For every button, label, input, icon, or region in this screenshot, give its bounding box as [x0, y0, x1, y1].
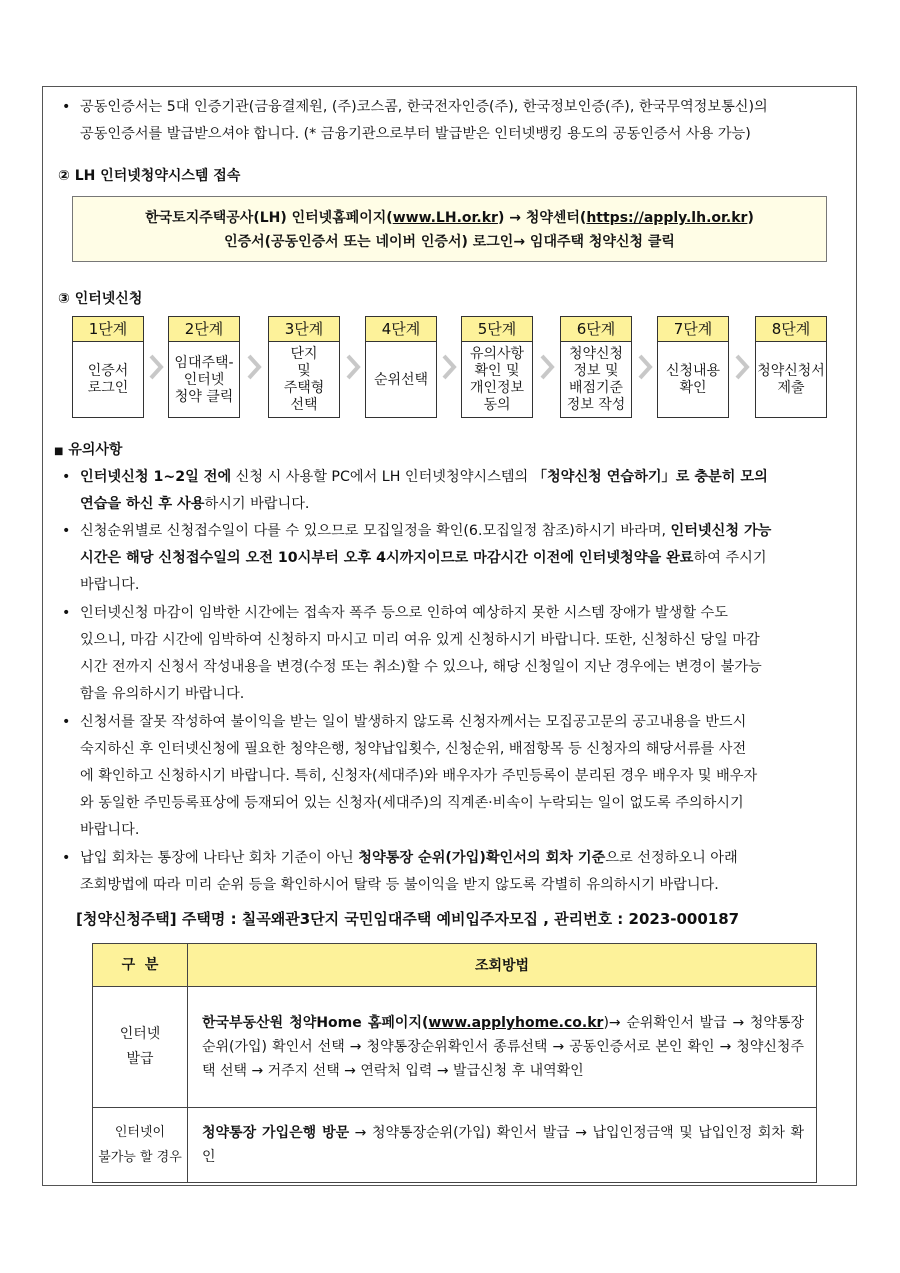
step-text-line: 제출: [777, 380, 805, 396]
col-header-method: 조회방법: [188, 944, 817, 987]
step-3: [268, 316, 340, 418]
section2-title: ② LH 인터넷청약시스템 접속: [58, 168, 241, 184]
square-marker-icon: ■: [54, 446, 64, 457]
step-1: [72, 316, 144, 418]
bullet: •: [62, 850, 71, 866]
note4-line1: 신청서를 잘못 작성하여 불이익을 받는 일이 발생하지 않도록 신청자께서는 모집공고문의 공고내용을 반드시: [80, 714, 747, 730]
step-text-line: 청약 클릭: [174, 388, 234, 405]
step-text-line: 청약신청서: [757, 363, 825, 379]
step-body: [366, 342, 436, 418]
emph: 「청약신청 연습하기」로 충분히 모의: [532, 469, 768, 485]
apply-center-link[interactable]: https://apply.lh.or.kr: [586, 210, 748, 226]
note4-line2: 숙지하신 후 인터넷신청에 필요한 청약은행, 청약납입횟수, 신청순위, 배점항목 등 신청자의 해당서류를 사전: [80, 741, 747, 757]
notes-heading: [54, 439, 122, 459]
box-line-1: [73, 206, 826, 230]
step-text-line: 로그인: [87, 380, 129, 396]
label-line: 불가능 할 경우: [98, 1150, 182, 1165]
bullet: •: [62, 469, 71, 485]
chevron-right-icon: [148, 354, 164, 380]
note3-line3: 시간 전까지 신청서 작성내용을 변경(수정 또는 취소)할 수 있으나, 해당 신청일이 지난 경우에는 변경이 불가능: [80, 659, 762, 675]
step-head: 6단계: [561, 317, 631, 342]
step-5: [461, 316, 533, 418]
text: 납입 회차는 통장에 나타난 회차 기준이 아닌: [80, 850, 359, 866]
chevron-right-icon: [441, 354, 457, 380]
text: 신청 시 사용할 PC에서 LH 인터넷청약시스템의: [231, 469, 533, 485]
step-text-line: 순위선택: [373, 371, 429, 388]
step-text-line: 신청내용: [665, 363, 721, 379]
step-7: [657, 316, 729, 418]
text: )→ 순위확인서 발급 → 청약통장 순위(가입) 확인서 선택 → 청약통장순위확인서 종류선택 → 공동인증서로 본인 확인 → 청약신청주택 선택 → 거주지 선택 → 연락처 입력 → 발급신청 후 내역확인: [202, 1015, 804, 1079]
emph: 한국부동산원 청약Home 홈페이지(: [202, 1015, 429, 1031]
text: 신청순위별로 신청접수일이 다를 수 있으므로 모집일정을 확인(6.모집일정 참조)하시기 바라며,: [80, 523, 671, 539]
step-text-line: 인증서: [87, 363, 129, 379]
note3-line1: 인터넷신청 마감이 임박한 시간에는 접속자 폭주 등으로 인하여 예상하지 못한 시스템 장애가 발생할 수도: [80, 605, 728, 621]
step-6: [560, 316, 632, 418]
note2-line2: [80, 545, 852, 572]
table-header-row: [93, 944, 817, 987]
bullet: •: [62, 605, 71, 621]
emph: 인터넷신청 1~2일 전에: [80, 469, 232, 485]
lh-homepage-link[interactable]: www.LH.or.kr: [392, 210, 498, 226]
table-row: [93, 1108, 817, 1183]
emph: 청약통장 가입은행 방문: [202, 1125, 350, 1141]
inquiry-table: [92, 943, 817, 1183]
step-body: [169, 342, 239, 418]
label-line: 인터넷이: [114, 1125, 166, 1140]
step-text-line: 선택: [290, 397, 318, 413]
step-2: [168, 316, 240, 418]
step-head: 5단계: [462, 317, 532, 342]
step-body: [756, 342, 826, 418]
emph: 시간은 해당 신청접수일의 오전 10시부터 오후 4시까지이므로 마감시간 이전에 인터넷청약을 완료: [80, 550, 694, 566]
step-text-line: 확인 및: [474, 363, 520, 379]
step-head: 3단계: [269, 317, 339, 342]
step-body: [658, 342, 728, 418]
text: 하여 주시기: [693, 550, 767, 566]
note5-line2: 조회방법에 따라 미리 순위 등을 확인하시어 탈락 등 불이익을 받지 않도록 각별히 유의하시기 바랍니다.: [80, 877, 719, 893]
step-text-line: 배점기준: [568, 380, 624, 396]
intro-line-1: 공동인증서는 5대 인증기관(금융결제원, (주)코스콤, 한국전자인증(주), 한국정보인증(주), 한국무역정보통신)의: [80, 99, 768, 115]
summary-line: [청약신청주택] 주택명 : 칠곡왜관3단지 국민임대주택 예비입주자모집 , 관리번호 : 2023-000187: [76, 910, 740, 928]
emph: 청약통장 순위(가입)확인서의 회차 기준: [358, 850, 606, 866]
step-text-line: 청약신청: [568, 346, 624, 362]
step-head: 7단계: [658, 317, 728, 342]
box-text: ) → 청약센터(: [497, 210, 587, 226]
row2-method: [188, 1108, 817, 1183]
step-body: [73, 342, 143, 418]
note4-line4: 와 동일한 주민등록표상에 등재되어 있는 신청자(세대주)의 직계존·비속이 누락되는 일이 없도록 주의하시기: [80, 795, 744, 811]
bullet: •: [62, 714, 71, 730]
text: 하시기 바랍니다.: [204, 496, 310, 512]
text: → 청약통장순위(가입) 확인서 발급 → 납입인정금액 및 납입인정 회차 확인: [202, 1125, 804, 1165]
intro-line-2: 공동인증서를 발급받으셔야 합니다. (* 금융기관으로부터 발급받은 인터넷뱅킹 용도의 공동인증서 사용 가능): [80, 126, 751, 142]
step-text-line: 유의사항: [469, 346, 525, 362]
box-text: ): [747, 210, 754, 226]
step-body: [269, 342, 339, 418]
step-text-line: 단지: [290, 346, 318, 362]
step-8: [755, 316, 827, 418]
step-head: 1단계: [73, 317, 143, 342]
step-4: [365, 316, 437, 418]
step-body: [462, 342, 532, 418]
col-header-category: 구 분: [93, 944, 188, 987]
notes-heading-text: 유의사항: [68, 442, 123, 458]
applyhome-link[interactable]: www.applyhome.co.kr: [428, 1015, 604, 1031]
bullet: •: [62, 523, 71, 539]
chevron-right-icon: [246, 354, 262, 380]
chevron-right-icon: [539, 354, 555, 380]
label-line: 인터넷: [119, 1026, 161, 1042]
row1-label: [93, 987, 188, 1108]
text: 으로 선정하오니 아래: [605, 850, 738, 866]
step-text-line: 정보 작성: [566, 397, 626, 413]
step-body: [561, 342, 631, 418]
box-line-2: 인증서(공동인증서 또는 네이버 인증서) 로그인→ 임대주택 청약신청 클릭: [224, 234, 675, 250]
step-text-line: 정보 및: [573, 363, 619, 379]
chevron-right-icon: [637, 354, 653, 380]
note2-line1: [80, 518, 852, 545]
step-text-line: 동의: [483, 397, 511, 413]
step-text-line: 개인정보: [469, 380, 525, 396]
step-text-line: 인터넷: [183, 371, 225, 388]
step-text-line: 임대주택-: [174, 354, 234, 371]
label-line: 발급: [126, 1051, 154, 1067]
note4-line5: 바랍니다.: [80, 822, 140, 838]
step-text-line: 및: [297, 363, 311, 379]
box-text: 한국토지주택공사(LH) 인터넷홈페이지(: [145, 210, 393, 226]
chevron-right-icon: [345, 354, 361, 380]
note2-line3: 바랍니다.: [80, 577, 140, 593]
note3-line2: 있으니, 마감 시간에 임박하여 신청하지 마시고 미리 여유 있게 신청하시기 바랍니다. 또한, 신청하신 당일 마감: [80, 632, 760, 648]
table-row: [93, 987, 817, 1108]
note1-line1: [80, 464, 852, 491]
step-text-line: 주택형: [283, 380, 325, 396]
step-head: 8단계: [756, 317, 826, 342]
bullet: •: [62, 99, 71, 115]
row2-label: [93, 1108, 188, 1183]
row1-method: [188, 987, 817, 1108]
step-head: 4단계: [366, 317, 436, 342]
note4-line3: 에 확인하고 신청하시기 바랍니다. 특히, 신청자(세대주)와 배우자가 주민등록이 분리된 경우 배우자 및 배우자: [80, 768, 758, 784]
step-head: 2단계: [169, 317, 239, 342]
note5-line1: [80, 845, 852, 872]
chevron-right-icon: [734, 354, 750, 380]
emph: 인터넷신청 가능: [670, 523, 772, 539]
emph: 연습을 하신 후 사용: [80, 496, 205, 512]
section3-title: ③ 인터넷신청: [58, 291, 143, 307]
note3-line4: 함을 유의하시기 바랍니다.: [80, 686, 245, 702]
note1-line2: [80, 491, 852, 518]
step-text-line: 확인: [679, 380, 707, 396]
lh-access-box: [72, 196, 827, 262]
